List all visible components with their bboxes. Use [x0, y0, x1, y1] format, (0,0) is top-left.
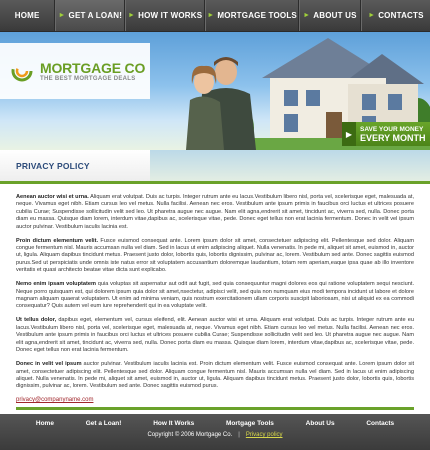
- nav-item-mortgage-tools[interactable]: [205, 0, 299, 31]
- footer-nav: [0, 414, 430, 427]
- paragraph: [16, 317, 414, 354]
- nav-label-about-us: ABOUT US: [313, 11, 357, 20]
- triangle-right-icon: ►: [207, 12, 215, 19]
- nav-item-contacts[interactable]: [361, 0, 430, 31]
- paragraph-text: auctor pulvinar. Vestibulum iaculis lacinia est. Proin dictum elementum velit. Fusce euismod consequat ante. Lorem ipsum dolor sit amet, consectetuer adipiscing elit. Pellentesque sed dolor. Aliquam congue fermentum nisl. Mauris accumsan nulla vel diam. Sed in lacus ut enim adipiscing aliquet. Nulla venenatis. In pede mi, aliquet sit amet, euismod in, auctor ut, ligula. Aliquam dapibus tincidunt metus. Praesent justo dolor, lobortis quis, lobortis dignissim, pulvinar ac, lorem. Vestibulum sed ante. Donec sagittis euismod purus.: [16, 361, 414, 390]
- top-nav: [0, 0, 430, 32]
- nav-label-how-it-works: HOW IT WORKS: [138, 11, 203, 20]
- nav-item-home[interactable]: [0, 0, 55, 31]
- nav-label-contacts: CONTACTS: [378, 11, 424, 20]
- paragraph-lead: Proin dictum elementum velit.: [16, 237, 99, 244]
- nav-item-get-a-loan[interactable]: [55, 0, 125, 31]
- privacy-email-link[interactable]: privacy@companyname.com: [16, 397, 94, 404]
- arrow-right-icon: ▶: [342, 122, 356, 146]
- paragraph: [16, 238, 414, 275]
- nav-item-how-it-works[interactable]: [125, 0, 205, 31]
- nav-item-about-us[interactable]: [299, 0, 361, 31]
- triangle-right-icon: ►: [127, 12, 136, 19]
- footer-separator: |: [238, 432, 240, 438]
- paragraph-lead: Nemo enim ipsam voluptatem: [16, 281, 96, 288]
- triangle-right-icon: ►: [58, 12, 66, 19]
- lawn-strip: [150, 150, 430, 181]
- footer-link-how-it-works[interactable]: How It Works: [153, 420, 195, 427]
- nav-label-mortgage-tools: MORTGAGE TOOLS: [217, 11, 297, 20]
- footer-link-home[interactable]: Home: [35, 420, 54, 427]
- paragraph-lead: Donec in velit vel ipsum: [16, 361, 82, 368]
- footer-copyright: [0, 432, 430, 438]
- swirl-logo-icon: [10, 59, 34, 83]
- paragraph: [16, 361, 414, 391]
- couple-photo: [168, 52, 258, 150]
- promo-line-2: EVERY MONTH: [360, 133, 426, 143]
- paragraph: [16, 281, 414, 311]
- paragraph-text: Fusce euismod consequat ante. Lorem ipsum dolor sit amet, consectetuer adipiscing elit. Pellentesque sed dolor. Aliquam congue fermentum nisl. Mauris accumsan nulla vel diam. Sed in lacus ut enim adipiscing aliquet. Nulla venenatis. In pede mi, aliquet sit amet, euismod in, auctor ut, ligula. Aliquam dapibus tincidunt metus. Praesent justo dolor, lobortis quis, lobortis dignissim, pulvinar ac, lorem. Vestibulum sed ante. Donec sagittis euismod purus.Sed ut perspiciatis unde omnis iste natus error sit voluptatem accusantium doloremque laudantium, totam rem aperiam,eaque ipsa quae ab illo inventore veritatis et quasi architecto beatae vitae dicta sunt explicabo.: [16, 237, 414, 274]
- nav-label-home: HOME: [14, 11, 40, 20]
- footer: [0, 414, 430, 450]
- nav-label-get-a-loan: GET A LOAN!: [68, 11, 123, 20]
- content: [0, 184, 430, 405]
- logo-text: [40, 61, 145, 82]
- paragraph: [16, 194, 414, 231]
- footer-link-mortgage-tools[interactable]: Mortgage Tools: [226, 420, 274, 427]
- paragraph-lead: Ut tellus dolor,: [16, 317, 57, 324]
- footer-privacy-link[interactable]: Privacy policy: [245, 432, 283, 438]
- brand-name: MORTGAGE CO: [40, 59, 146, 76]
- paragraph-text: quia voluptas sit aspernatur aut odit aut fugit, sed quia consequuntur magni dolores eos qui ratione voluptatem sequi nesciunt. Neque porro quisquam est, qui dolorem ipsum quia dolor sit amet,nsectetur, adipisci velit, sed quia non numquam eius modi tempora incidunt ut labore et dolore magnam aliquam quaerat voluptatem. Ut enim ad minima veniam, quis nostrum exercitationem ullam corporis suscipit laboriosam, nisi ut aliquid ex ea commodi consequatur? Quis autem vel eum iure reprehenderit qui in ea voluptate velit.: [16, 281, 415, 310]
- footer-link-get-a-loan[interactable]: Get a Loan!: [85, 420, 122, 427]
- triangle-right-icon: ►: [368, 12, 376, 19]
- logo[interactable]: [0, 43, 150, 99]
- promo-line-1: SAVE YOUR MONEY: [360, 126, 424, 133]
- footer-link-about-us[interactable]: About Us: [305, 420, 335, 427]
- section-title-bar: [0, 150, 430, 184]
- paragraph-lead: Aenean auctor wisi et urna.: [16, 194, 89, 200]
- content-divider: [16, 407, 414, 410]
- promo-banner[interactable]: [342, 122, 430, 146]
- page-title: PRIVACY POLICY: [16, 160, 90, 171]
- paragraph-text: Aliquam erat volutpat. Duis ac turpis. Integer rutrum ante eu lacus.Vestibulum libero nisl, porta vel, scelerisque eget, malesuada at, neque. Vivamus eget nibh. Etiam cursus leo vel metus. Nulla facilisi. Aenean nec eros. Vestibulum ante ipsum primis in faucibus orci luctus et ultrices posuere cubilia Curae; Suspendisse sollicitudin velit sed leo. Ut pharetra augue nec augue. Nam elit agna,endrerit sit amet, tincidunt ac, viverra sed, nulla. Donec porta diam eu massa. Quisque diam lorem, interdum vitae,dapibus ac, scelerisque vitae, pede. Donec eget tellus non erat lacinia fermentum. Donec in velit vel ipsum auctor pulvinar. Vestibulum iaculis lacinia est.: [16, 194, 414, 230]
- paragraph-text: dapibus eget, elementum vel, cursus eleifend, elit. Aenean auctor wisi et urna. Aliquam erat volutpat. Duis ac turpis. Integer rutrum ante eu lacus.Vestibulum libero nisl, porta vel, scelerisque eget, malesuada at, neque. Vivamus eget nibh. Etiam cursus leo vel metus. Nulla facilisi. Aenean nec eros. Vestibulum ante ipsum primis in faucibus orci luctus et ultrices posuere cubilia Curae; Suspendisse sollicitudin velit sed leo. Ut pharetra augue nec augue. Nam elit agna,endrerit sit amet, tincidunt ac, viverra sed, nulla. Donec porta diam eu massa. Quisque diam lorem, interdum vitae,dapibus ac, scelerisque vitae, pede. Donec eget tellus non erat lacinia fermentum.: [16, 317, 414, 354]
- brand-tagline: THE BEST MORTGAGE DEALS: [40, 75, 136, 82]
- copyright-text: Copyright © 2006 Mortgage Co.: [147, 432, 233, 438]
- triangle-right-icon: ►: [303, 12, 311, 19]
- footer-link-contacts[interactable]: Contacts: [366, 420, 395, 427]
